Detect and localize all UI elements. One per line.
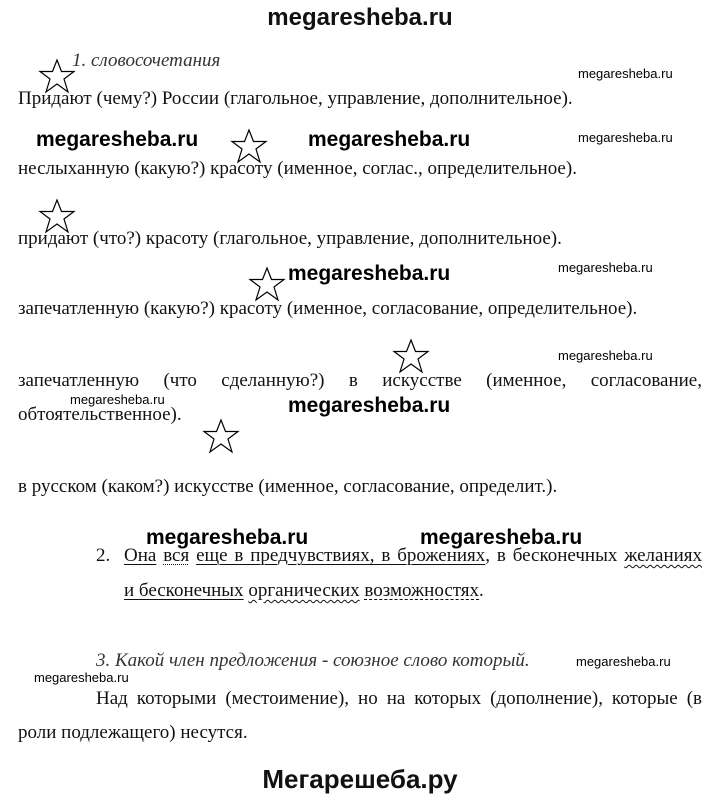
attribute-wavy-underline: органических: [248, 580, 360, 601]
task1-line-7: в русском (каком?) искусстве (именное, согласование, определит.).: [18, 476, 558, 497]
watermark-big: megaresheba.ru: [288, 394, 451, 417]
task2-number: 2.: [96, 545, 111, 566]
watermark-small: megaresheba.ru: [70, 392, 165, 407]
watermark-small: megaresheba.ru: [558, 348, 653, 363]
task1-line-3: придают (что?) красоту (глагольное, управление, дополнительное).: [18, 228, 562, 249]
attribute-underline: вся: [163, 545, 190, 566]
plain-text: .: [479, 580, 484, 601]
watermark-big: megaresheba.ru: [146, 526, 309, 549]
task1-line-2: неслыханную (какую?) красоту (именное, соглас., определительное).: [18, 158, 577, 179]
page-header: megaresheba.ru: [267, 4, 453, 31]
task1-line-1: Придают (чему?) России (глагольное, управление, дополнительное).: [18, 88, 573, 109]
task1-line-5: запечатленную (что сделанную?) в искусстве (именное, согласование,: [18, 370, 702, 391]
watermark-small: megaresheba.ru: [34, 670, 129, 685]
predicate-underline: и бесконечных: [124, 580, 244, 601]
star-icon: [392, 338, 430, 374]
task2-line-2: [124, 580, 484, 602]
predicate-underline: еще в предчувствиях, в брожениях: [196, 545, 486, 566]
watermark-small: megaresheba.ru: [558, 260, 653, 275]
subject-underline: Она: [124, 545, 157, 566]
task1-heading: 1. словосочетания: [72, 50, 221, 71]
watermark-small: megaresheba.ru: [578, 130, 673, 145]
plain-text: , в бесконечных: [485, 545, 618, 566]
task3-heading: 3. Какой член предложения - союзное слово который.: [96, 650, 530, 671]
star-icon: [248, 266, 286, 302]
task3-line-2: роли подлежащего) несутся.: [18, 722, 248, 743]
page-footer: Мегарешеба.ру: [262, 764, 458, 794]
watermark-big: megaresheba.ru: [288, 262, 451, 285]
star-icon: [202, 418, 240, 454]
task1-line-4: запечатленную (какую?) красоту (именное, согласование, определительное).: [18, 298, 638, 319]
task2-line-1: [124, 545, 702, 567]
watermark-big: megaresheba.ru: [420, 526, 583, 549]
watermark-small: megaresheba.ru: [578, 66, 673, 81]
attribute-wavy-underline: желаниях: [624, 545, 703, 566]
watermark-big: megaresheba.ru: [308, 128, 471, 151]
watermark-big: megaresheba.ru: [36, 128, 199, 151]
watermark-small: megaresheba.ru: [576, 654, 671, 669]
task1-line-6: обтоятельственное).: [18, 404, 182, 425]
task3-line-1: Над которыми (местоимение), но на которых (дополнение), которые (в: [96, 688, 702, 709]
object-dashed-underline: возможностях: [364, 580, 480, 601]
